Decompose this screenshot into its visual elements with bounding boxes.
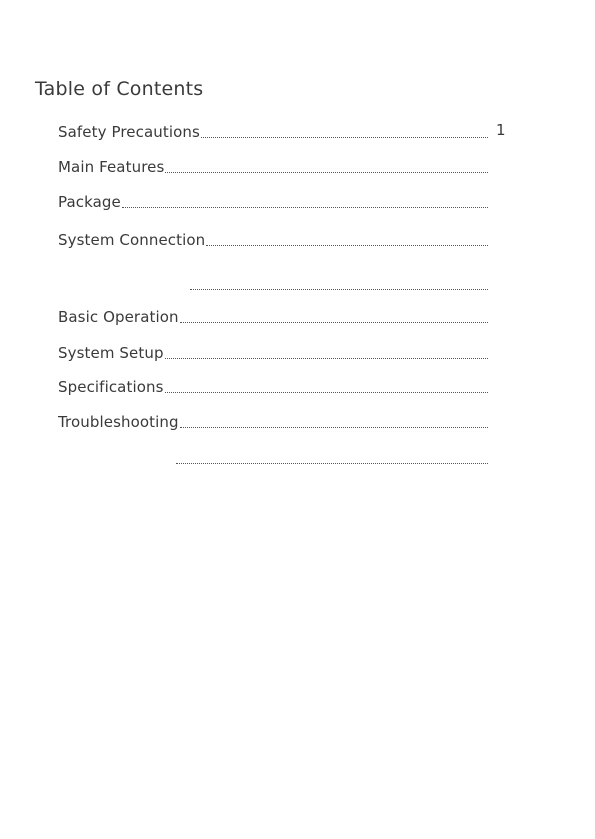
toc-entry-label: Troubleshooting xyxy=(58,413,179,431)
toc-title: Table of Contents xyxy=(35,78,204,100)
toc-entry-unlabeled[interactable] xyxy=(175,446,488,468)
toc-entry-label: System Setup xyxy=(58,344,164,362)
toc-entry-unlabeled[interactable] xyxy=(189,272,488,294)
dot-leader xyxy=(165,392,488,393)
toc-entry-specifications[interactable] xyxy=(58,375,488,397)
toc-entry-basic-operation[interactable] xyxy=(58,305,488,327)
toc-entry-main-features[interactable] xyxy=(58,155,488,177)
dot-leader xyxy=(176,463,488,464)
toc-entry-label: Specifications xyxy=(58,378,164,396)
dot-leader xyxy=(165,172,488,173)
dot-leader xyxy=(201,137,488,138)
dot-leader xyxy=(190,289,488,290)
dot-leader xyxy=(180,322,488,323)
toc-entry-label: System Connection xyxy=(58,231,206,249)
toc-entry-label: Basic Operation xyxy=(58,308,179,326)
dot-leader xyxy=(165,358,488,359)
dot-leader xyxy=(180,427,488,428)
toc-entry-system-connection[interactable] xyxy=(58,228,488,250)
toc-entry-label: Main Features xyxy=(58,158,165,176)
toc-entry-label: Safety Precautions xyxy=(58,123,200,141)
toc-entry-troubleshooting[interactable] xyxy=(58,410,488,432)
toc-entry-safety-precautions[interactable] xyxy=(58,120,488,142)
dot-leader xyxy=(122,207,488,208)
toc-entry-package[interactable] xyxy=(58,190,488,212)
toc-entry-page-number: 1 xyxy=(496,121,506,139)
dot-leader xyxy=(206,245,488,246)
toc-entry-label: Package xyxy=(58,193,121,211)
toc-entry-system-setup[interactable] xyxy=(58,341,488,363)
